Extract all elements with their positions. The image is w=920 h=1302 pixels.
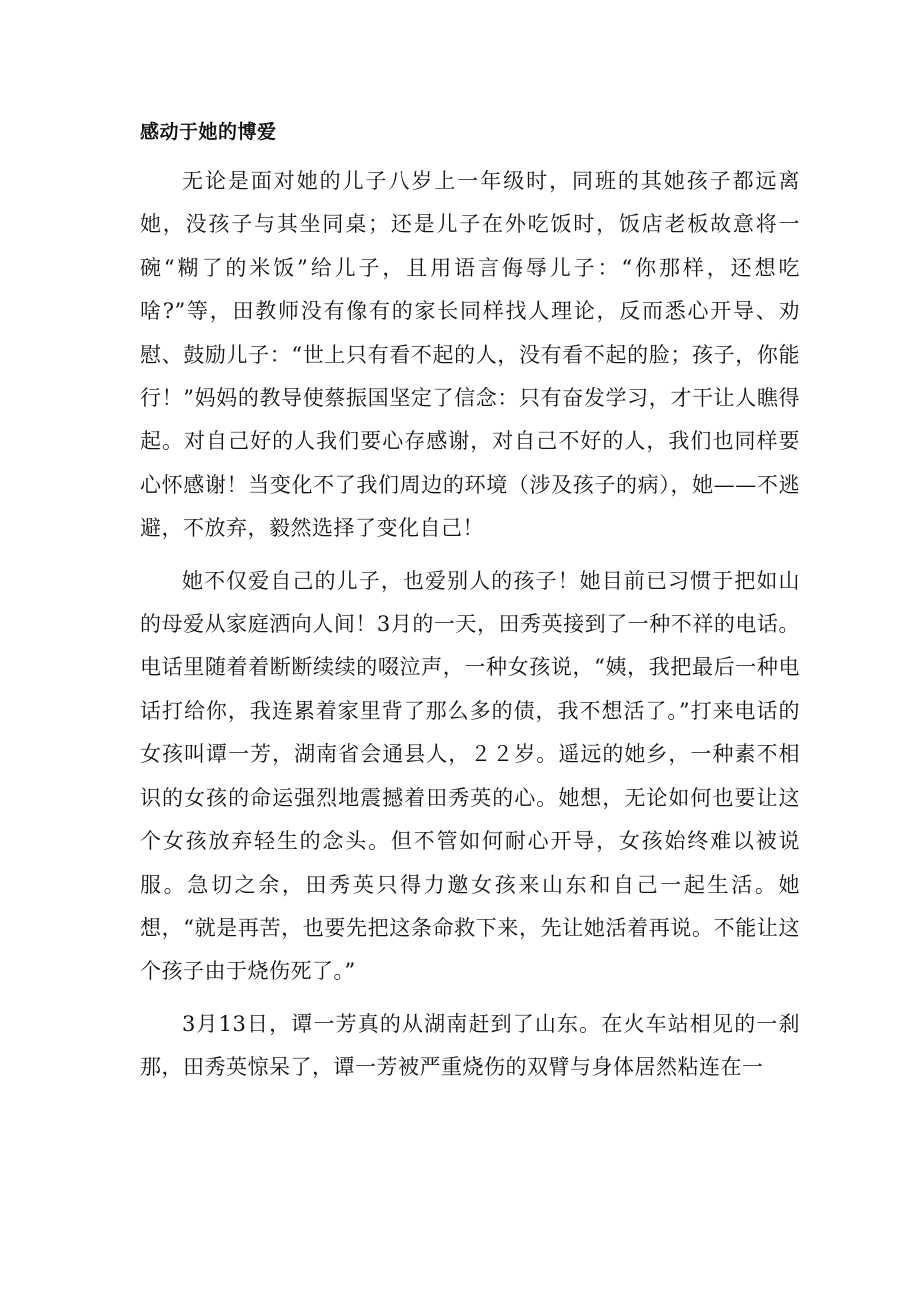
paragraph-2: 她不仅爱自己的儿子，也爱别人的孩子！她目前已习惯于把如山的母爱从家庭洒向人间！3月的一天，田秀英接到了一种不祥的电话。电话里随着着断断续续的啜泣声，一种女孩说，“姨，我把最后一种电话打给你，我连累着家里背了那么多的债，我不想活了。”打来电话的女孩叫谭一芳，湖南省会通县人，２２岁。遥远的她乡，一种素不相识的女孩的命运强烈地震撼着田秀英的心。她想，无论如何也要让这个女孩放弃轻生的念头。但不管如何耐心开导，女孩始终难以被说服。急切之余，田秀英只得力邀女孩来山东和自己一起生活。她想，“就是再苦，也要先把这条命救下来，先让她活着再说。不能让这个孩子由于烧伤死了。” [140, 568, 800, 984]
document-page [140, 118, 800, 1090]
paragraph-1: 无论是面对她的儿子八岁上一年级时，同班的其她孩子都远离她，没孩子与其坐同桌；还是儿子在外吃饭时，饭店老板故意将一碗“糊了的米饭”给儿子，且用语言侮辱儿子：“你那样，还想吃啥?”等，田教师没有像有的家长同样找人理论，反而悉心开导、劝慰、鼓励儿子：“世上只有看不起的人，没有看不起的脸；孩子，你能行！”妈妈的教导使蔡振国坚定了信念：只有奋发学习，才干让人瞧得起。对自己好的人我们要心存感谢，对自己不好的人，我们也同样要心怀感谢！当变化不了我们周边的环境（涉及孩子的病），她——不逃避，不放弃，毅然选择了变化自己！ [140, 169, 800, 541]
document-title: 感动于她的博爱 [140, 121, 277, 143]
paragraph-3: 3月13日，谭一芳真的从湖南赶到了山东。在火车站相见的一刹那，田秀英惊呆了，谭一芳被严重烧伤的双臂与身体居然粘连在一 [140, 1011, 800, 1080]
